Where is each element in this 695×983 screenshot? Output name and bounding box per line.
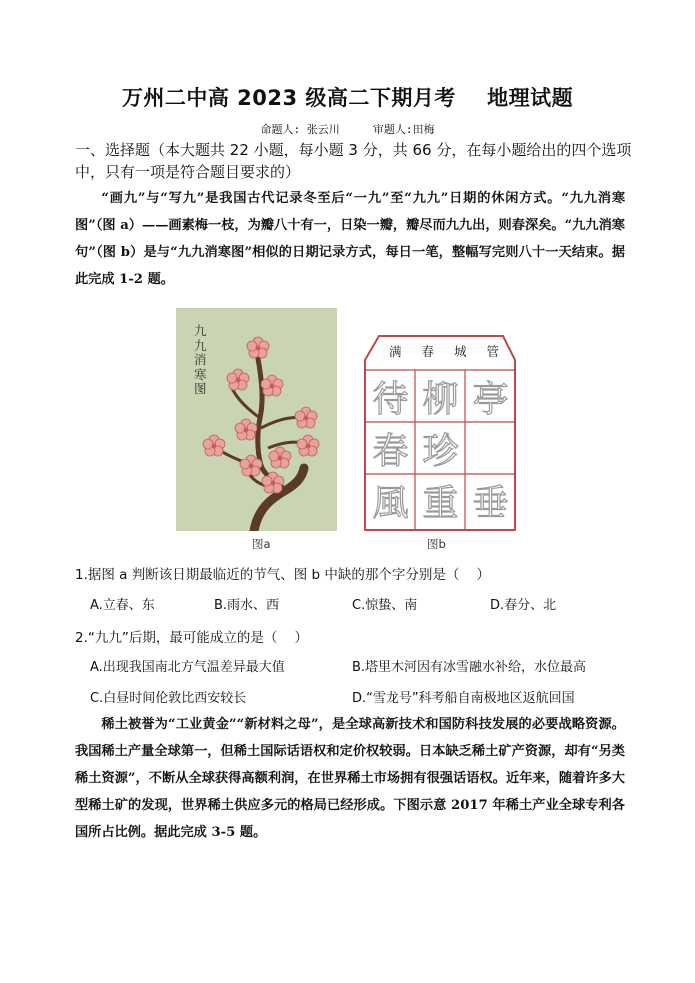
grid-cell: 待 — [372, 379, 409, 420]
page-title: 万州二中高 2023 级高二下期月考 地理试题 — [121, 86, 574, 110]
passage-2: 稀土被誉为“工业黄金”“新材料之母”，是全球高新技术和国防科技发展的必要战略资源。我国稀土产量全球第一，但稀土国际话语权和定价权较弱。日本缺乏稀土矿产资源，却有“另类稀土资源”，不断从全球获得高额利润，在世界稀土市场拥有很强话语权。近年来，随着许多大型稀土矿的发现，世界稀土供应多元的格局已经形成。下图示意 2017 年稀土产业全球专利各国所占比例。据此完成 3-5 题。 — [75, 717, 625, 840]
figure-b-header-char: 满 — [389, 344, 402, 359]
q2-option-c: C.白昼时间伦敦比西安较长 — [90, 691, 247, 706]
q1-option-a: A.立春、东 — [90, 598, 155, 613]
q1-option-d: D.春分、北 — [490, 598, 557, 613]
grid-cell: 風 — [372, 483, 409, 524]
q1-option-c: C.惊蛰、南 — [352, 598, 418, 613]
figure-b-caption: 图b — [427, 537, 446, 551]
grid-cell: 珍 — [422, 431, 459, 472]
grid-cell: 春 — [372, 431, 409, 472]
figure-b-header-char: 管 — [486, 344, 499, 359]
q2-option-a: A.出现我国南北方气温差异最大值 — [90, 660, 285, 675]
q2-option-b: B.塔里木河因有冰雪融水补给，水位最高 — [352, 660, 587, 675]
grid-cell-empty — [465, 423, 516, 474]
figure-b-header-char: 春 — [421, 344, 434, 359]
grid-cell: 柳 — [422, 379, 459, 420]
figure-b-header-char: 城 — [453, 344, 467, 359]
figure-a-caption: 图a — [252, 537, 271, 551]
passage-1: “画九”与“写九”是我国古代记录冬至后“一九”至“九九”日期的休闲方式。“九九消寒图”（图 a）——画素梅一枝，为瓣八十有一，日染一瓣，瓣尽而九九出，则春深矣。“九九消寒句”（图 b）是与“九九消寒图”相似的日期记录方式，每日一笔，整幅写完则八十一天结束。据此完成 1-2 题。 — [75, 191, 625, 287]
grid-cell: 垂 — [472, 483, 509, 524]
q1-option-b: B.雨水、西 — [214, 598, 280, 613]
question-1-stem: 1.据图 a 判断该日期最临近的节气、图 b 中缺的那个字分别是（ ） — [75, 567, 491, 583]
plum-branch-illustration — [176, 308, 337, 531]
figure-a-title: 九九消寒图 — [194, 323, 207, 396]
section-heading: 一、选择题（本大题共 22 小题，每小题 3 分，共 66 分，在每小题给出的四个选项中，只有一项是符合题目要求的） — [75, 141, 632, 181]
q2-option-d: D.“雪龙号”科考船自南极地区返航回国 — [352, 691, 575, 706]
figure-a-plum-blossom — [176, 308, 337, 531]
question-2-stem: 2.“九九”后期，最可能成立的是（ ） — [75, 630, 309, 646]
figure-b-header — [389, 342, 499, 360]
figure-b-calligraphy-grid — [355, 330, 520, 535]
grid-cell: 亭 — [472, 379, 509, 420]
authors-line: 命题人: 张云川 审题人:田梅 — [260, 123, 435, 136]
grid-cell: 重 — [422, 483, 459, 524]
